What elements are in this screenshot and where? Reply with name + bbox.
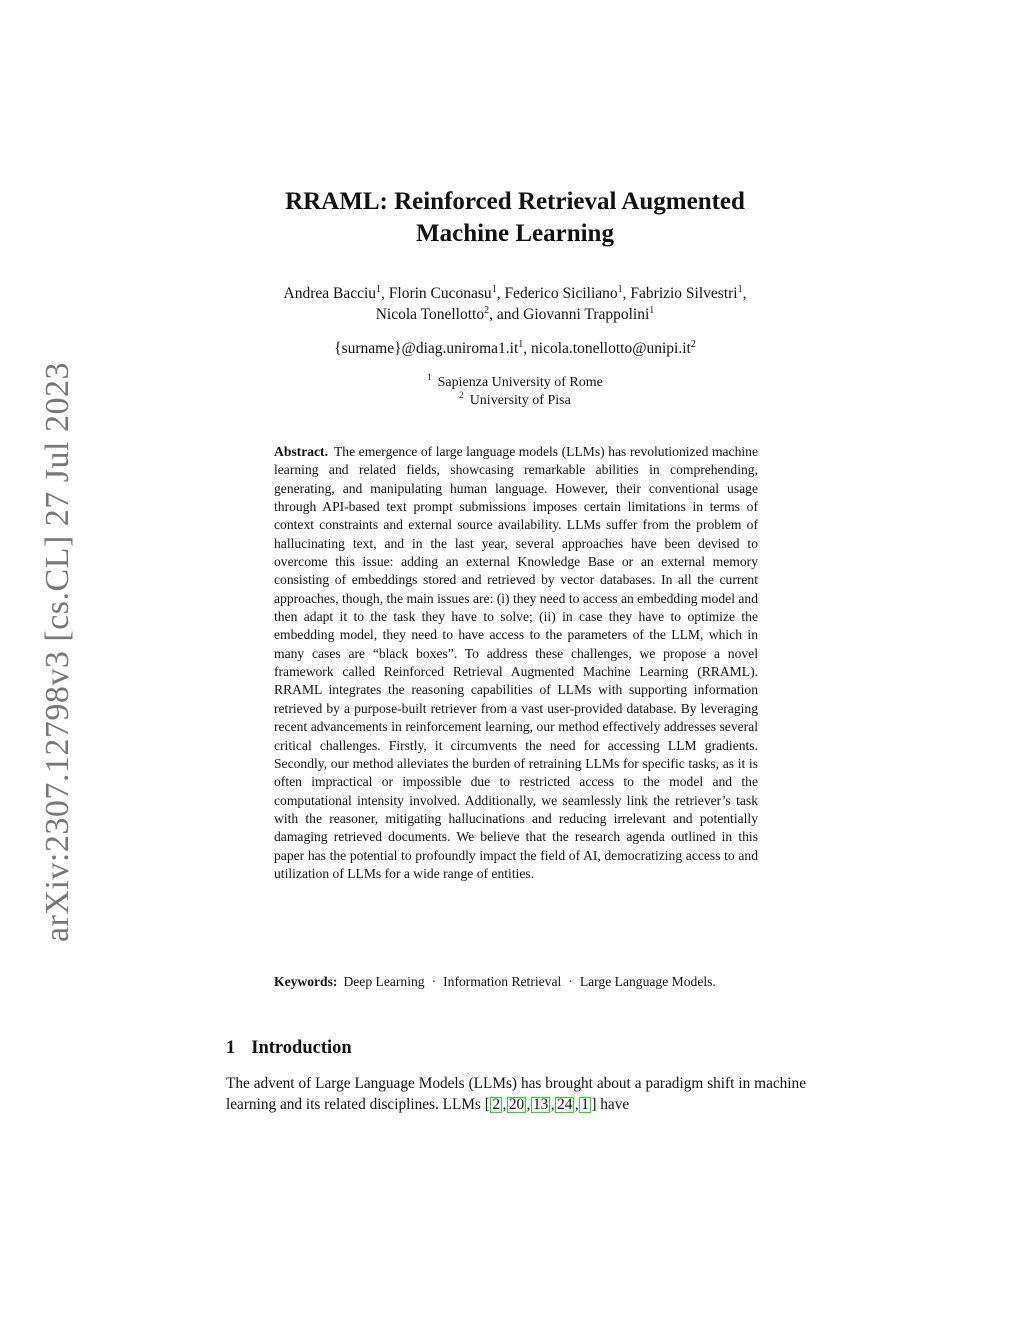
email-address: {surname}@diag.uniroma1.it bbox=[334, 340, 519, 357]
paper-title bbox=[200, 186, 830, 250]
abstract-label: Abstract. bbox=[274, 444, 328, 459]
email-affiliation-mark: 2 bbox=[690, 338, 696, 350]
citation-group: [ 2 , 20 , 13 , 24 , 1 ] bbox=[484, 1096, 597, 1113]
citation-link[interactable]: 1 bbox=[581, 1096, 589, 1113]
author-name: Nicola Tonellotto bbox=[375, 306, 485, 323]
author-name: Giovanni Trappolini bbox=[523, 306, 650, 323]
citation-link[interactable]: 2 bbox=[492, 1096, 500, 1113]
introduction-paragraph bbox=[226, 1073, 806, 1115]
author-emails: $\{surname\}@diag.uniroma1.it^1$, $nicola.tonellotto@unipi.it^2$ bbox=[334, 338, 696, 357]
abstract bbox=[274, 443, 758, 883]
keyword-separator: · bbox=[431, 974, 437, 989]
affiliation-mark: 1 bbox=[427, 372, 432, 383]
keyword-item: Deep Learning bbox=[343, 974, 425, 989]
author-affiliation-mark: 1 bbox=[376, 283, 382, 295]
section-heading-introduction bbox=[226, 1036, 352, 1060]
keywords bbox=[274, 973, 758, 991]
citation-link[interactable]: 24 bbox=[557, 1096, 573, 1113]
affiliation-name: University of Pisa bbox=[469, 393, 571, 408]
author-connector: and bbox=[496, 306, 520, 323]
affiliation-name: Sapienza University of Rome bbox=[437, 375, 603, 390]
author-name: Federico Siciliano bbox=[504, 285, 618, 302]
keyword-item: Large Language Models. bbox=[579, 974, 716, 989]
affiliations bbox=[200, 374, 830, 410]
citation-link[interactable]: 20 bbox=[508, 1096, 525, 1113]
section-title: Introduction bbox=[251, 1038, 352, 1058]
author-line-1: Andrea Bacciu$^1$, Florin Cuconasu$^1$, Federico Siciliano$^1$, Fabrizio Silvestri$^1$, bbox=[283, 283, 747, 302]
author-affiliation-mark: 1 bbox=[737, 283, 743, 295]
author-line-2: Nicola Tonellotto$^2$, and Giovanni Trappolini$^1$ bbox=[375, 304, 655, 323]
keyword-item: Information Retrieval bbox=[443, 974, 562, 989]
paper-title-line-1: RRAML: Reinforced Retrieval Augmented bbox=[285, 188, 745, 215]
section-number: 1 bbox=[226, 1038, 236, 1058]
author-affiliation-mark: 1 bbox=[491, 283, 497, 295]
affiliation-item bbox=[200, 392, 830, 410]
email-address: nicola.tonellotto@unipi.it bbox=[531, 340, 691, 357]
author-name: Andrea Bacciu bbox=[283, 285, 377, 302]
citation-link[interactable]: 13 bbox=[532, 1096, 549, 1113]
email-affiliation-mark: 1 bbox=[518, 338, 524, 350]
keyword-separator: · bbox=[568, 974, 573, 989]
author-affiliation-mark: 1 bbox=[649, 304, 655, 316]
keywords-label: Keywords: bbox=[274, 974, 338, 989]
intro-text-continued: have bbox=[600, 1096, 630, 1113]
arxiv-identifier-stamp: arXiv:2307.12798v3 [cs.CL] 27 Jul 2023 bbox=[39, 362, 76, 942]
author-affiliation-mark: 1 bbox=[617, 283, 623, 295]
author-list bbox=[200, 283, 830, 325]
affiliation-item bbox=[200, 374, 830, 392]
author-affiliation-mark: 2 bbox=[484, 304, 490, 316]
abstract-text: The emergence of large language models (LLMs) has revolutionized machine learning and related fields, showcasing remarkable abilities in comprehending, generating, and manipulating human language. However, their conventional usage through API-based text prompt submissions imposes certain limitations in terms of context constraints and external source availability. LLMs suffer from the problem of hallucinating text, and in the last year, several approaches have been devised to overcome this issue: adding an external Knowledge Base or an external memory consisting of embeddings stored and retrieved by vector databases. In all the current approaches, though, the main issues are: (i) they need to access an embedding model and then adapt it to the task they have to solve; (ii) in case they have to optimize the embedding model, they need to have access to the parameters of the LLM, which in many cases are “black boxes”. To address these challenges, we propose a novel framework called Reinforced Retrieval Augmented Machine Learning (RRAML). RRAML integrates the reasoning capabilities of LLMs with supporting information retrieved by a purpose-built retriever from a vast user-provided database. By leveraging recent advancements in reinforcement learning, our method effectively addresses several critical challenges. Firstly, it circumvents the need for accessing LLM gradients. Secondly, our method alleviates the burden of retraining LLMs for specific tasks, as it is often impractical or impossible due to restricted access to the model and the computational intensity involved. Additionally, we seamlessly link the retriever’s task with the reasoner, mitigating hallucinations and reducing irrelevant and potentially damaging retrieved documents. We believe that the research agenda outlined in this paper has the potential to profoundly impact the field of AI, democratizing access to and utilization of LLMs for a wide range of entities. bbox=[274, 444, 758, 881]
paper-title-line-2: Machine Learning bbox=[416, 220, 614, 247]
affiliation-mark: 2 bbox=[459, 390, 464, 401]
author-name: Florin Cuconasu bbox=[388, 285, 492, 302]
author-name: Fabrizio Silvestri bbox=[630, 285, 738, 302]
intro-text: The advent of Large Language Models (LLMs) has brought about a paradigm shift in machine learning and its related disciplines. LLMs bbox=[226, 1075, 806, 1113]
